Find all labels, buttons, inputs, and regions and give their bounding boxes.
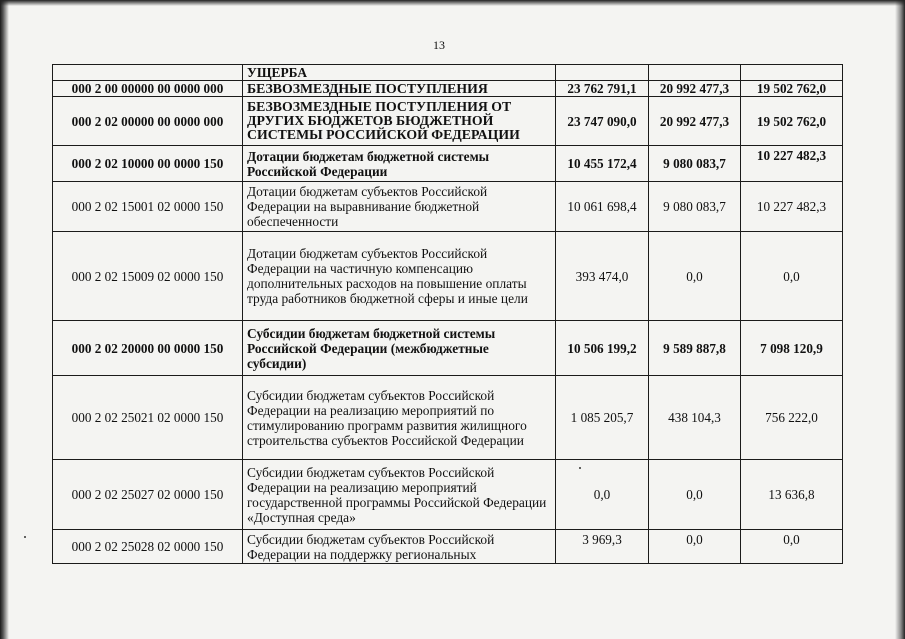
row-name: Субсидии бюджетам бюджетной системы Российской Федерации (межбюджетные субсидии) xyxy=(243,321,556,376)
table-row xyxy=(53,182,843,232)
table-row xyxy=(53,97,843,146)
row-code: 000 2 02 25021 02 0000 150 xyxy=(53,376,243,460)
row-name: Субсидии бюджетам субъектов Российской Федерации на поддержку региональных xyxy=(243,530,556,564)
scan-speck xyxy=(579,467,581,469)
row-value-1: 23 762 791,1 xyxy=(556,81,649,97)
row-name: Субсидии бюджетам субъектов Российской Федерации на реализацию мероприятий по стимулированию программ развития жилищного строительства субъектов Российской Федерации xyxy=(243,376,556,460)
row-value-3: 19 502 762,0 xyxy=(741,97,843,146)
row-value-1: 10 061 698,4 xyxy=(556,182,649,232)
scan-speck xyxy=(24,536,26,538)
table-row xyxy=(53,146,843,182)
row-value-3: 0,0 xyxy=(741,232,843,321)
row-value-3: 19 502 762,0 xyxy=(741,81,843,97)
scan-top-shadow xyxy=(0,0,905,6)
row-code: 000 2 00 00000 00 0000 000 xyxy=(53,81,243,97)
row-value-2: 0,0 xyxy=(649,232,741,321)
row-code: 000 2 02 15001 02 0000 150 xyxy=(53,182,243,232)
row-code: 000 2 02 20000 00 0000 150 xyxy=(53,321,243,376)
row-value-3: 10 227 482,3 xyxy=(741,182,843,232)
row-value-2: 20 992 477,3 xyxy=(649,97,741,146)
row-code xyxy=(53,65,243,81)
row-value-1: 3 969,3 xyxy=(556,530,649,564)
row-code: 000 2 02 15009 02 0000 150 xyxy=(53,232,243,321)
row-code: 000 2 02 25027 02 0000 150 xyxy=(53,460,243,530)
row-value-2: 9 589 887,8 xyxy=(649,321,741,376)
table-row xyxy=(53,321,843,376)
row-value-3: 756 222,0 xyxy=(741,376,843,460)
row-code: 000 2 02 25028 02 0000 150 xyxy=(53,530,243,564)
table-row xyxy=(53,81,843,97)
row-value-3: 7 098 120,9 xyxy=(741,321,843,376)
row-name: Дотации бюджетам бюджетной системы Российской Федерации xyxy=(243,146,556,182)
table-row xyxy=(53,376,843,460)
row-value-2 xyxy=(649,65,741,81)
row-value-1: 10 506 199,2 xyxy=(556,321,649,376)
table-row xyxy=(53,232,843,321)
page-number: 13 xyxy=(433,38,445,52)
row-value-3: 13 636,8 xyxy=(741,460,843,530)
row-value-2: 0,0 xyxy=(649,530,741,564)
row-value-2: 9 080 083,7 xyxy=(649,146,741,182)
row-value-1: 1 085 205,7 xyxy=(556,376,649,460)
row-name: БЕЗВОЗМЕЗДНЫЕ ПОСТУПЛЕНИЯ xyxy=(243,81,556,97)
table-row xyxy=(53,65,843,81)
row-value-1: 10 455 172,4 xyxy=(556,146,649,182)
row-value-1: 23 747 090,0 xyxy=(556,97,649,146)
row-value-2: 0,0 xyxy=(649,460,741,530)
row-name: Дотации бюджетам субъектов Российской Федерации на выравнивание бюджетной обеспеченности xyxy=(243,182,556,232)
row-name: УЩЕРБА xyxy=(243,65,556,81)
row-value-2: 20 992 477,3 xyxy=(649,81,741,97)
row-value-1: 0,0 xyxy=(556,460,649,530)
row-value-2: 9 080 083,7 xyxy=(649,182,741,232)
row-value-3 xyxy=(741,65,843,81)
revenue-table xyxy=(52,64,843,564)
row-code: 000 2 02 10000 00 0000 150 xyxy=(53,146,243,182)
row-code: 000 2 02 00000 00 0000 000 xyxy=(53,97,243,146)
row-value-3: 0,0 xyxy=(741,530,843,564)
table-row xyxy=(53,530,843,564)
row-name: Субсидии бюджетам субъектов Российской Федерации на реализацию мероприятий государственной программы Российской Федерации «Доступная среда» xyxy=(243,460,556,530)
row-value-2: 438 104,3 xyxy=(649,376,741,460)
row-value-3: 10 227 482,3 xyxy=(741,146,843,182)
row-name: БЕЗВОЗМЕЗДНЫЕ ПОСТУПЛЕНИЯ ОТ ДРУГИХ БЮДЖЕТОВ БЮДЖЕТНОЙ СИСТЕМЫ РОССИЙСКОЙ ФЕДЕРАЦИИ xyxy=(243,97,556,146)
table-row xyxy=(53,460,843,530)
row-value-1 xyxy=(556,65,649,81)
row-value-1: 393 474,0 xyxy=(556,232,649,321)
row-name: Дотации бюджетам субъектов Российской Федерации на частичную компенсацию дополнительных расходов на повышение оплаты труда работников бюджетной сферы и иные цели xyxy=(243,232,556,321)
